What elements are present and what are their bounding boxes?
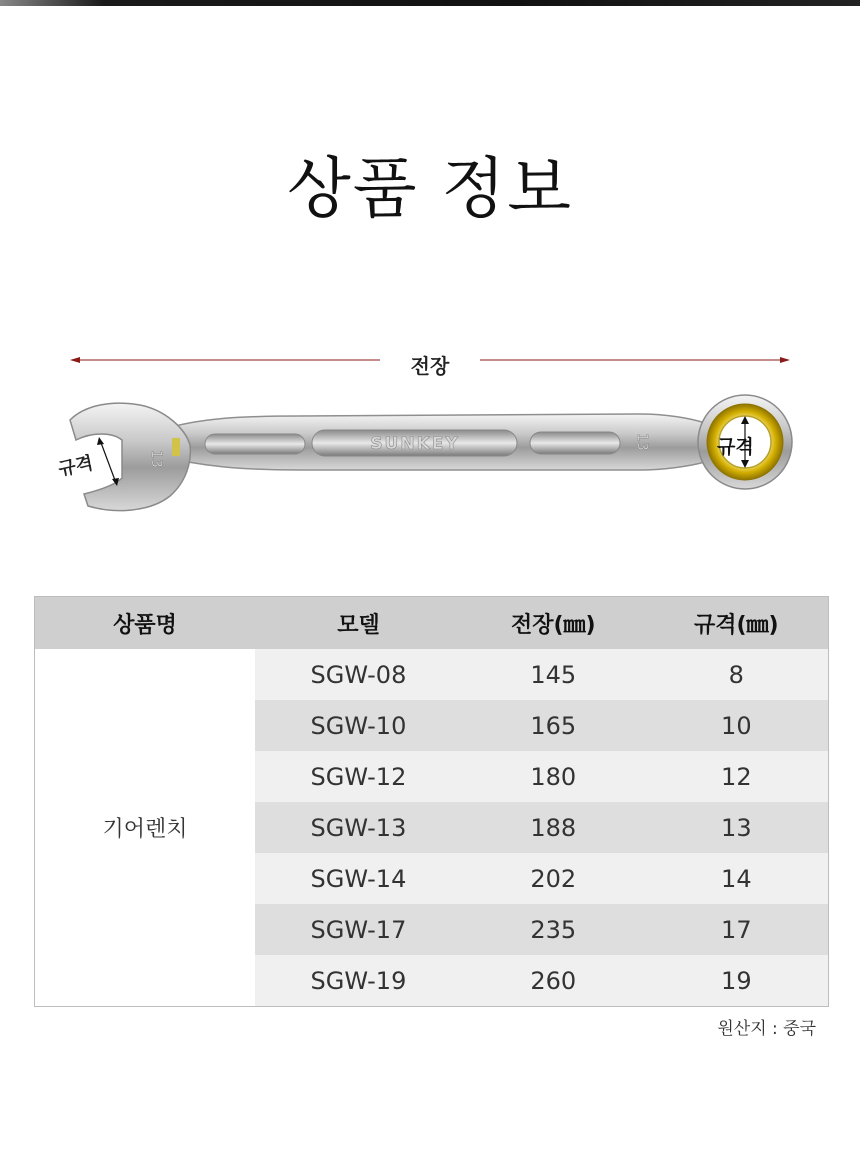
size-cell: 12 xyxy=(645,751,829,802)
model-cell: SGW-08 xyxy=(255,649,462,700)
header-product-name: 상품명 xyxy=(35,597,256,650)
spec-arrow-left xyxy=(100,440,116,483)
size-cell: 8 xyxy=(645,649,829,700)
category-cell: 기어렌치 xyxy=(35,649,256,1007)
size-cell: 10 xyxy=(645,700,829,751)
size-mark-left: 13 xyxy=(148,450,164,468)
page-title: 상품 정보 xyxy=(286,150,573,227)
length-cell: 235 xyxy=(462,904,645,955)
spec-label-right: 규격 xyxy=(717,436,754,458)
yellow-mark-icon xyxy=(172,438,180,456)
wrench-illustration xyxy=(0,0,860,560)
size-cell: 13 xyxy=(645,802,829,853)
model-cell: SGW-12 xyxy=(255,751,462,802)
size-cell: 17 xyxy=(645,904,829,955)
brand-mark: SUNKEY xyxy=(370,434,460,454)
shank-groove-left xyxy=(205,434,305,454)
table-row xyxy=(35,649,829,700)
header-model: 모델 xyxy=(255,597,462,650)
size-cell: 19 xyxy=(645,955,829,1007)
model-cell: SGW-10 xyxy=(255,700,462,751)
size-cell: 14 xyxy=(645,853,829,904)
length-cell: 260 xyxy=(462,955,645,1007)
model-cell: SGW-14 xyxy=(255,853,462,904)
spec-label-left: 규격 xyxy=(56,452,95,481)
length-label: 전장 xyxy=(380,350,480,379)
shank-groove-right xyxy=(530,432,620,454)
length-cell: 188 xyxy=(462,802,645,853)
header-size: 규격(㎜) xyxy=(645,597,829,650)
model-cell: SGW-13 xyxy=(255,802,462,853)
table-header-row xyxy=(35,597,829,650)
model-cell: SGW-19 xyxy=(255,955,462,1007)
spec-table xyxy=(34,596,829,1007)
model-cell: SGW-17 xyxy=(255,904,462,955)
length-cell: 180 xyxy=(462,751,645,802)
length-cell: 202 xyxy=(462,853,645,904)
length-cell: 145 xyxy=(462,649,645,700)
header-length: 전장(㎜) xyxy=(462,597,645,650)
size-mark-right: 13 xyxy=(634,433,650,451)
length-cell: 165 xyxy=(462,700,645,751)
origin-note: 원산지 : 중국 xyxy=(717,1019,816,1039)
